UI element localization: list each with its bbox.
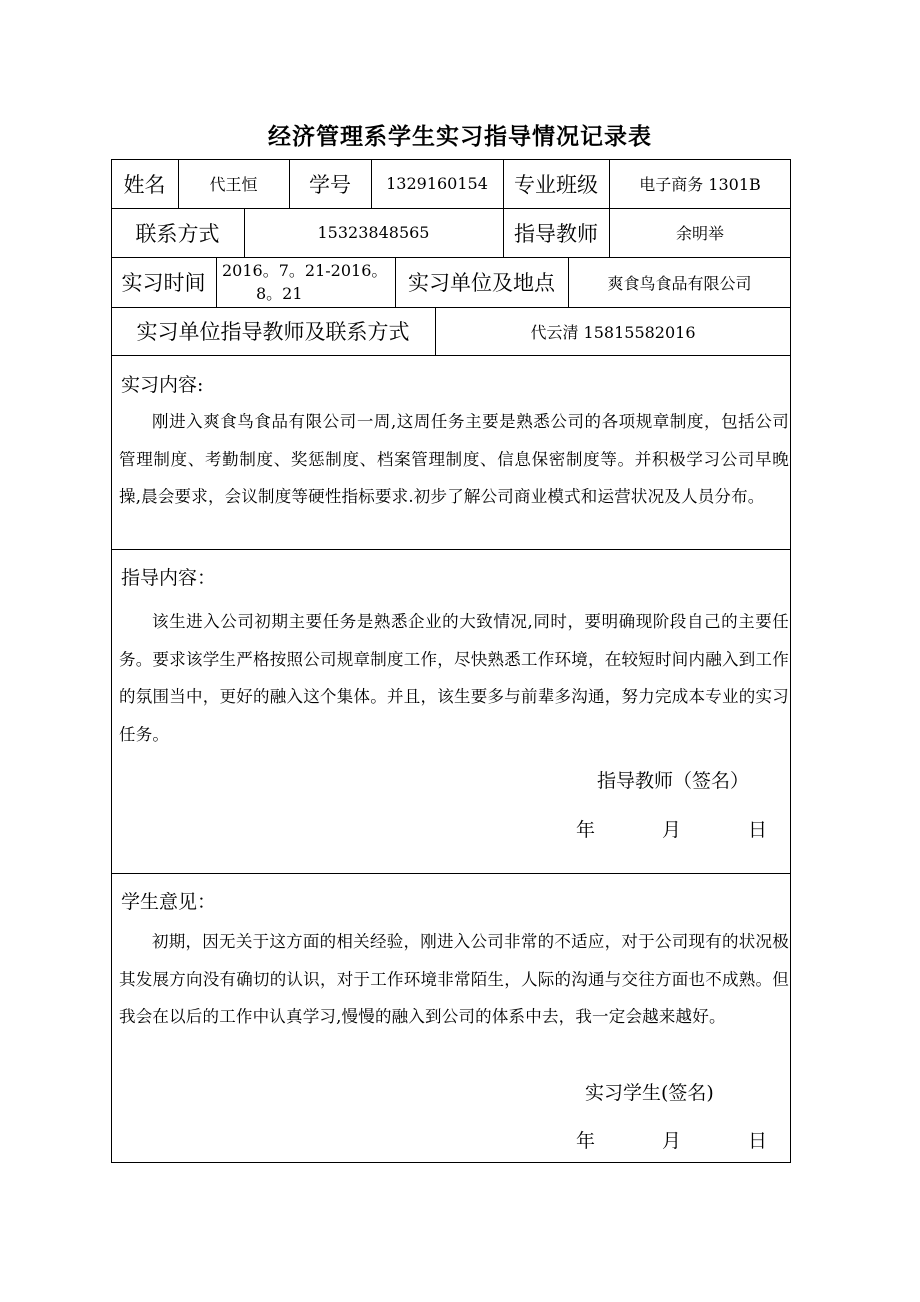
class-label: 专业班级	[514, 172, 598, 197]
student-signature-label: 实习学生(签名)	[585, 1082, 714, 1104]
teacher-label: 指导教师	[514, 221, 598, 246]
teacher-sign-day: 日	[748, 819, 768, 841]
student-id-label: 学号	[309, 172, 351, 197]
student-opinion-text: 初期，因无关于这方面的相关经验，刚进入公司非常的不适应，对于公司现有的状况极其发展方向没有确切的认识，对于工作环境非常陌生，人际的沟通与交往方面也不成熟。但我会在以后的工作中认真学习,慢慢的融入到公司的体系中去，我一定会越来越好。	[119, 932, 789, 1026]
teacher-sign-year: 年	[576, 819, 596, 841]
col-divider	[216, 257, 217, 307]
student-id-value: 1329160154	[386, 174, 488, 193]
internship-time-label: 实习时间	[121, 271, 206, 295]
student-sign-month: 月	[662, 1130, 682, 1152]
row-divider	[111, 873, 791, 874]
row-divider	[111, 549, 791, 550]
name-label: 姓名	[123, 172, 166, 197]
row-divider	[111, 355, 791, 356]
class-value: 电子商务 1301B	[639, 175, 761, 194]
mentor-value: 代云清 15815582016	[530, 322, 696, 342]
internship-time-value	[222, 259, 394, 305]
name-value: 代王恒	[209, 175, 258, 194]
internship-unit-label: 实习单位及地点	[408, 271, 555, 295]
internship-unit-value: 爽食鸟食品有限公司	[607, 273, 752, 293]
time-value-line1: 2016。7。21-2016。	[222, 261, 388, 280]
guidance-content-text: 该生进入公司初期主要任务是熟悉企业的大致情况,同时，要明确现阶段自己的主要任务。要求该学生严格按照公司规章制度工作，尽快熟悉工作环境，在较短时间内融入到工作的氛围当中，更好的融入这个集体。并且，该生要多与前辈多沟通，努力完成本专业的实习任务。	[119, 612, 789, 744]
time-value-line2: 8。21	[256, 284, 303, 303]
teacher-signature-label: 指导教师（签名）	[597, 770, 750, 792]
contact-label: 联系方式	[135, 221, 220, 246]
teacher-value: 余明举	[675, 224, 724, 243]
guidance-content-label: 指导内容：	[121, 567, 217, 589]
form-title: 经济管理系学生实习指导情况记录表	[268, 123, 652, 150]
student-sign-day: 日	[748, 1130, 768, 1152]
student-sign-year: 年	[576, 1130, 596, 1152]
student-opinion-label: 学生意见：	[121, 891, 217, 913]
internship-content-label: 实习内容:	[121, 374, 204, 396]
contact-value: 15323848565	[317, 223, 430, 242]
teacher-sign-month: 月	[662, 819, 682, 841]
mentor-label: 实习单位指导教师及联系方式	[136, 320, 410, 344]
internship-content-text: 刚进入爽食鸟食品有限公司一周,这周任务主要是熟悉公司的各项规章制度，包括公司管理制度、考勤制度、奖惩制度、档案管理制度、信息保密制度等。并积极学习公司早晚操,晨会要求，会议制度等硬性指标要求.初步了解公司商业模式和运营状况及人员分布。	[119, 412, 789, 506]
